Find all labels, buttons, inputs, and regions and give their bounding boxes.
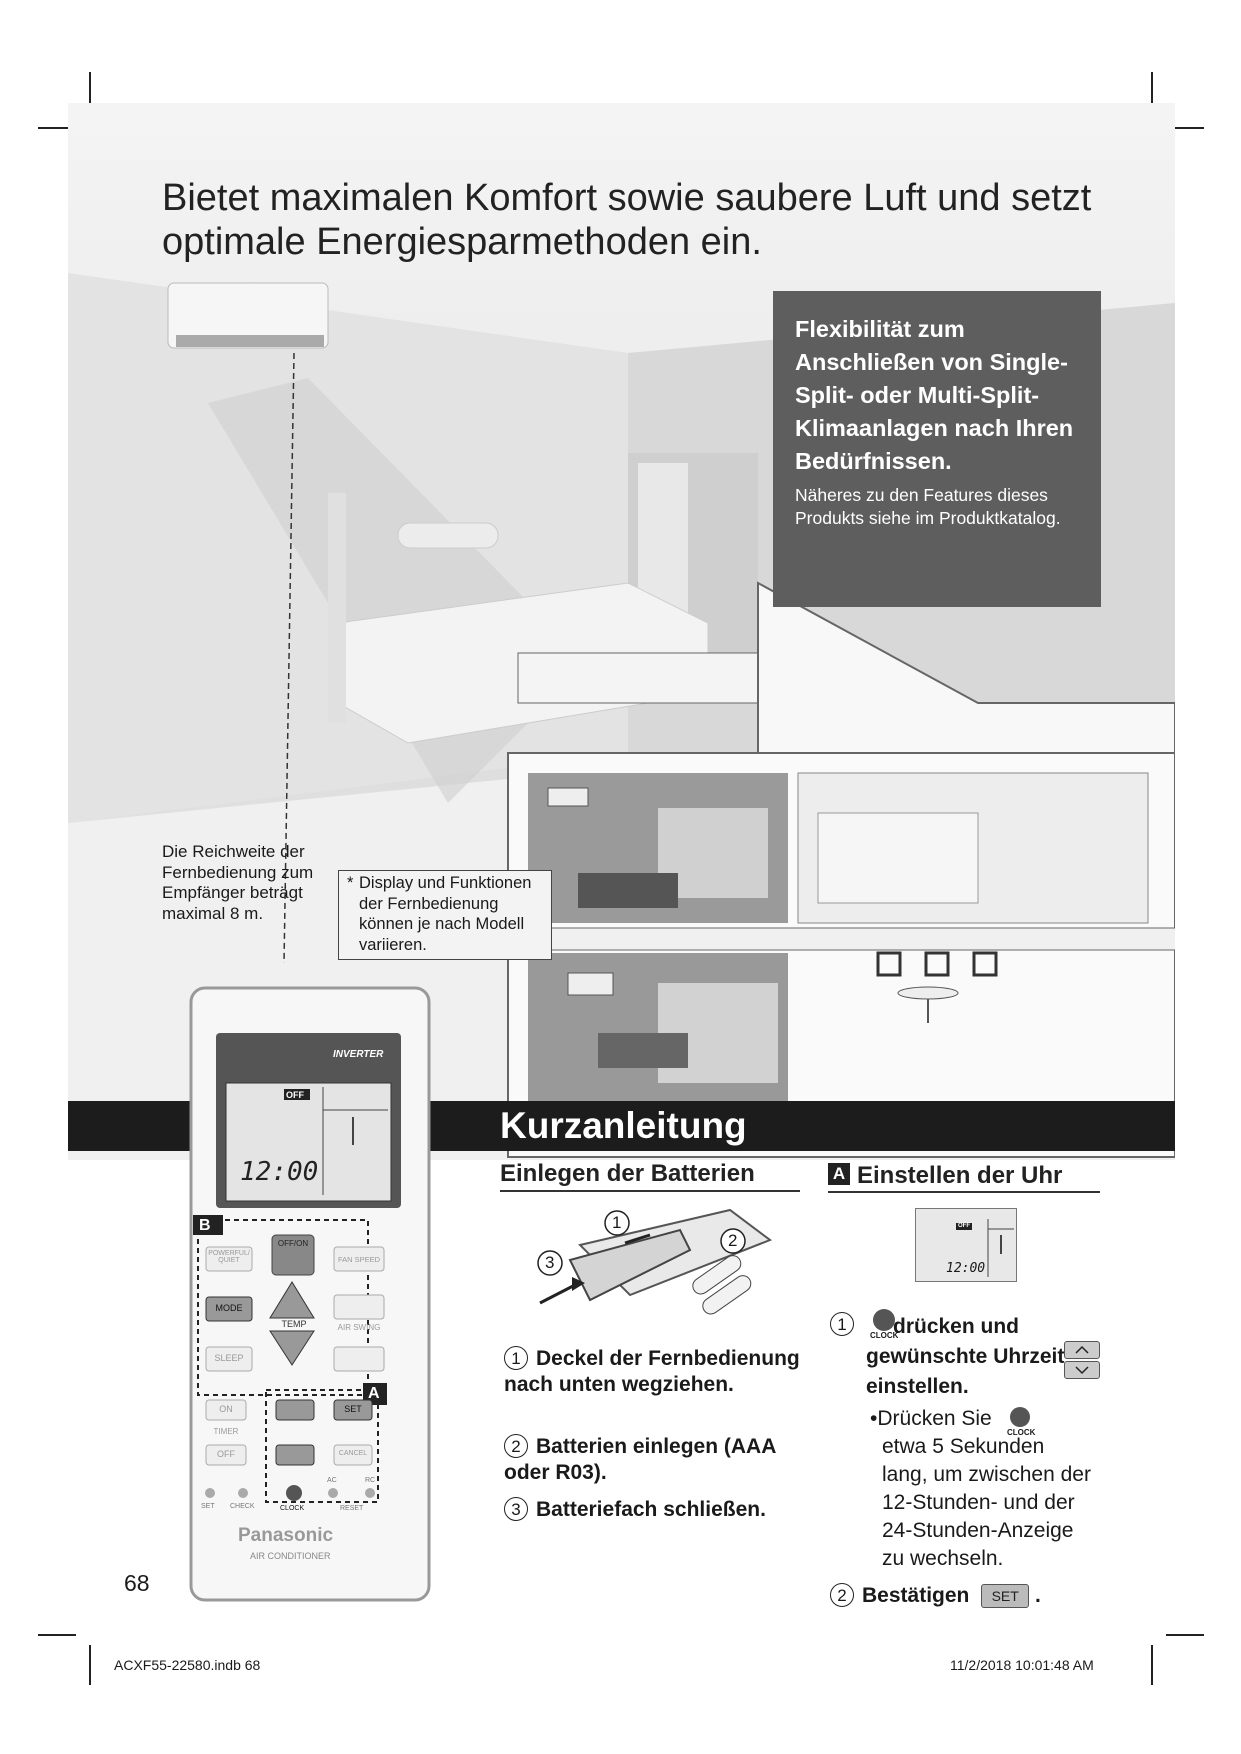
- clock-step-1-line2: gewünschte Uhrzeit: [866, 1345, 1065, 1368]
- clock-lcd-off: OFF: [958, 1223, 970, 1229]
- callout-1: 1: [612, 1213, 622, 1232]
- callout-3: 3: [545, 1253, 555, 1272]
- btn-sleep[interactable]: SLEEP: [214, 1353, 244, 1363]
- btn-powerful[interactable]: POWERFUL/ QUIET: [208, 1250, 250, 1264]
- battery-step-2: [504, 1434, 804, 1486]
- battery-step-3-text: Batteriefach schließen.: [536, 1498, 766, 1521]
- up-arrow-button-icon: [1064, 1341, 1100, 1359]
- btn-offon[interactable]: OFF/ON: [277, 1239, 309, 1248]
- banner-title: Kurzanleitung: [500, 1105, 747, 1146]
- flexibility-note: Näheres zu den Features dieses Produkts siehe im Produktkatalog.: [795, 485, 1061, 528]
- crop-mark: [1166, 1634, 1204, 1636]
- footer-file: ACXF55-22580.indb 68: [114, 1657, 261, 1673]
- clock-bullet-lead: •Drücken Sie: [870, 1407, 992, 1430]
- battery-step-1: [504, 1346, 804, 1398]
- battery-step-3: [504, 1497, 804, 1523]
- clock-step-1-num: [830, 1312, 862, 1338]
- battery-illustration: [530, 1205, 780, 1335]
- remote-control-illustration: [188, 985, 433, 1605]
- remote-lcd-time: 12:00: [240, 1157, 319, 1187]
- flexibility-heading: Flexibilität zum Anschließen von Single-Split- oder Multi-Split-Klimaanlagen nach Ihren Bedürfnissen.: [795, 316, 1074, 474]
- crop-mark: [89, 1645, 91, 1685]
- label-temp: TEMP: [281, 1319, 307, 1329]
- down-arrow-button-icon: [1064, 1361, 1100, 1379]
- clock-rule: [828, 1191, 1100, 1193]
- chevron-down-icon: [1065, 1362, 1099, 1378]
- remote-body: [188, 985, 433, 1605]
- crop-mark: [1151, 1645, 1153, 1685]
- btn-on[interactable]: ON: [219, 1404, 233, 1414]
- step-number: 3: [504, 1497, 528, 1521]
- set-button-icon: SET: [981, 1584, 1029, 1608]
- clock-button-icon: [873, 1309, 895, 1331]
- batteries-rule: [500, 1190, 800, 1192]
- callout-2: 2: [728, 1231, 738, 1250]
- footnote-asterisk: *: [347, 874, 354, 892]
- clock-step-2-text: Bestätigen: [862, 1584, 970, 1607]
- step-number: 2: [504, 1434, 528, 1458]
- label-ac: AC: [327, 1477, 337, 1484]
- btn-cancel[interactable]: CANCEL: [338, 1450, 368, 1457]
- page-title: Bietet maximalen Komfort sowie saubere Luft und setzt optimale Energiesparmethoden ein.: [162, 177, 1092, 263]
- clock-heading: Einstellen der Uhr: [857, 1162, 1063, 1189]
- step-number: 1: [504, 1346, 528, 1370]
- display-note-box: [338, 870, 552, 960]
- btn-set[interactable]: SET: [344, 1404, 362, 1414]
- battery-step-2-text: Batterien einlegen (AAA oder R03).: [504, 1435, 776, 1484]
- label-set-small: SET: [201, 1503, 215, 1510]
- clock-step-2: [830, 1583, 1041, 1609]
- page-number: 68: [124, 1570, 150, 1596]
- btn-fanspeed[interactable]: FAN SPEED: [337, 1255, 381, 1264]
- clock-button-label: CLOCK: [870, 1331, 899, 1340]
- clock-marker-a: A: [828, 1163, 850, 1185]
- label-timer: TIMER: [213, 1427, 239, 1436]
- remote-brand: Panasonic: [238, 1525, 334, 1546]
- clock-lcd-time: 12:00: [946, 1261, 986, 1276]
- chevron-up-icon: [1065, 1342, 1099, 1358]
- marker-b: B: [199, 1217, 211, 1234]
- clock-lcd: [915, 1208, 1017, 1282]
- clock-step-2-end: .: [1035, 1584, 1041, 1607]
- label-clock: CLOCK: [280, 1505, 305, 1512]
- step-number: 2: [830, 1583, 854, 1607]
- step-number: 1: [830, 1312, 854, 1336]
- batteries-heading: Einlegen der Batterien: [500, 1160, 755, 1187]
- crop-mark: [38, 1634, 76, 1636]
- clock-button-icon-small: [1010, 1407, 1030, 1427]
- inverter-label: INVERTER: [333, 1049, 384, 1060]
- btn-off[interactable]: OFF: [217, 1449, 235, 1459]
- battery-step-1-text: Deckel der Fernbedienung nach unten wegziehen.: [504, 1347, 800, 1396]
- label-airswing: AIR SWING: [337, 1323, 381, 1332]
- clock-button-label-small: CLOCK: [1007, 1428, 1036, 1437]
- label-check: CHECK: [230, 1503, 255, 1510]
- remote-lcd-off: OFF: [286, 1090, 304, 1100]
- flexibility-box: [773, 291, 1101, 607]
- footer-timestamp: 11/2/2018 10:01:48 AM: [950, 1657, 1094, 1673]
- label-reset: RESET: [340, 1505, 364, 1512]
- btn-mode[interactable]: MODE: [215, 1303, 243, 1313]
- clock-step-1-line1: drücken und: [893, 1315, 1020, 1338]
- label-rc: RC: [365, 1477, 376, 1484]
- remote-reach-note: Die Reichweite der Fernbedienung zum Empfänger beträgt maximal 8 m.: [162, 842, 314, 923]
- marker-a: A: [368, 1385, 380, 1402]
- clock-bullet-rest: etwa 5 Sekunden lang, um zwischen der 12-Stunden- und der 24-Stunden-Anzeige zu wechseln.: [882, 1435, 1091, 1570]
- remote-subtitle: AIR CONDITIONER: [250, 1551, 331, 1561]
- display-note-text: Display und Funktionen der Fernbedienung können je nach Modell variieren.: [359, 874, 532, 954]
- clock-step-1-line3: einstellen.: [866, 1375, 969, 1398]
